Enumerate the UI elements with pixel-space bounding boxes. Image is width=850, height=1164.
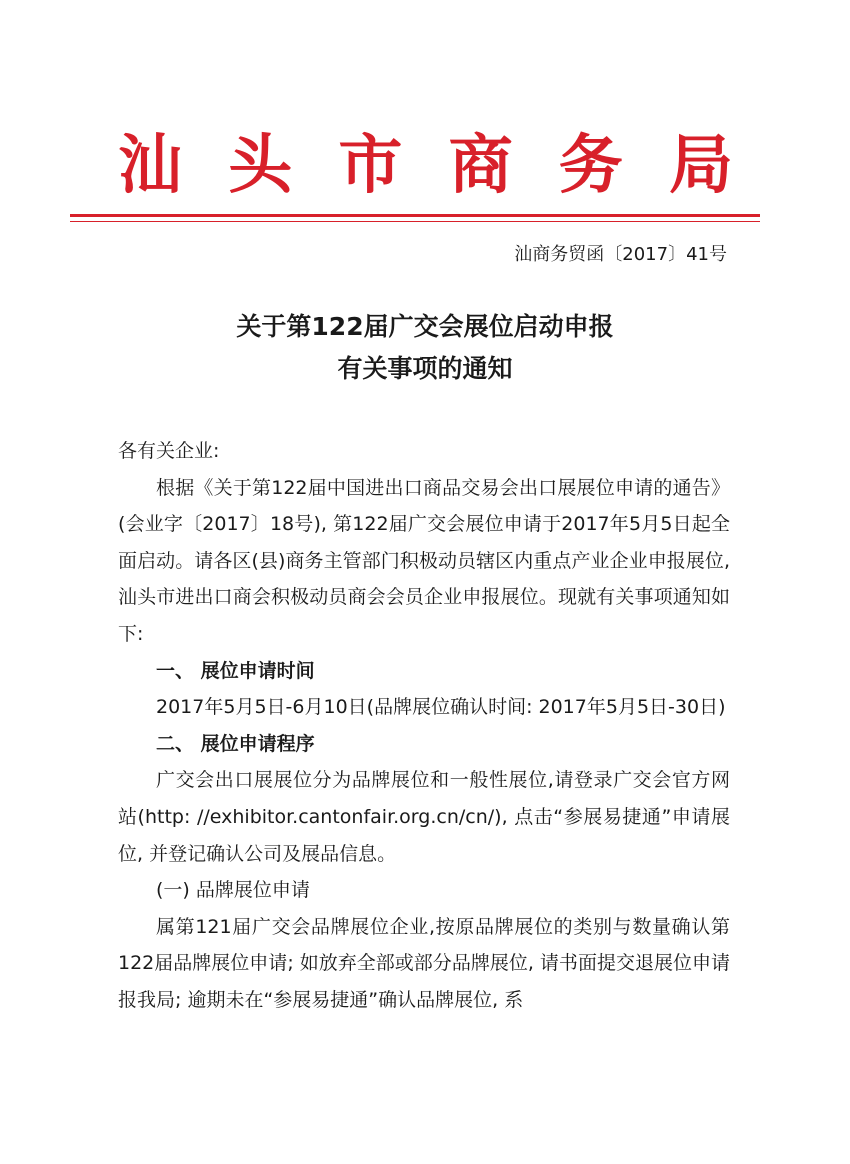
section-2-text: 广交会出口展展位分为品牌展位和一般性展位,请登录广交会官方网站(http: //exhibitor.cantonfair.org.cn/cn/), 点击“参展易捷通”申请展位, 并登记确认公司及展品信息。 <box>118 769 730 865</box>
org-name-char: 局 <box>668 128 733 203</box>
title-line-2: 有关事项的通知 <box>337 354 513 383</box>
header-rule-thin <box>70 221 760 222</box>
section-1-heading: 一、 展位申请时间 <box>156 659 315 682</box>
document-number: 汕商务贸函〔2017〕41号 <box>514 244 727 265</box>
subsection-1-heading: (一) 品牌展位申请 <box>156 879 310 902</box>
org-name-char: 汕 <box>118 128 182 203</box>
document-title <box>0 306 850 390</box>
org-name-char: 头 <box>228 128 293 203</box>
section-1-text: 2017年5月5日-6月10日(品牌展位确认时间: 2017年5月5日-30日) <box>156 696 726 719</box>
section-2-heading: 二、 展位申请程序 <box>156 732 315 755</box>
subsection-1-text: 属第121届广交会品牌展位企业,按原品牌展位的类别与数量确认第122届品牌展位申请; 如放弃全部或部分品牌展位, 请书面提交退展位申请报我局; 逾期未在“参展易捷通”确认品牌展位, 系 <box>118 915 730 1011</box>
org-name-char: 务 <box>558 128 623 203</box>
header-rule-thick <box>70 214 760 217</box>
org-name-char: 市 <box>338 128 403 203</box>
document-body <box>118 433 730 1019</box>
intro-paragraph: 根据《关于第122届中国进出口商品交易会出口展展位申请的通告》(会业字〔2017〕18号), 第122届广交会展位申请于2017年5月5日起全面启动。请各区(县)商务主管部门积极动员辖区内重点产业企业申报展位,汕头市进出口商会积极动员商会会员企业申报展位。现就有关事项通知如下: <box>118 476 730 645</box>
salutation: 各有关企业: <box>118 440 220 462</box>
org-name-header <box>118 128 733 204</box>
org-name-char: 商 <box>448 128 513 203</box>
title-line-1: 关于第122届广交会展位启动申报 <box>236 312 614 341</box>
